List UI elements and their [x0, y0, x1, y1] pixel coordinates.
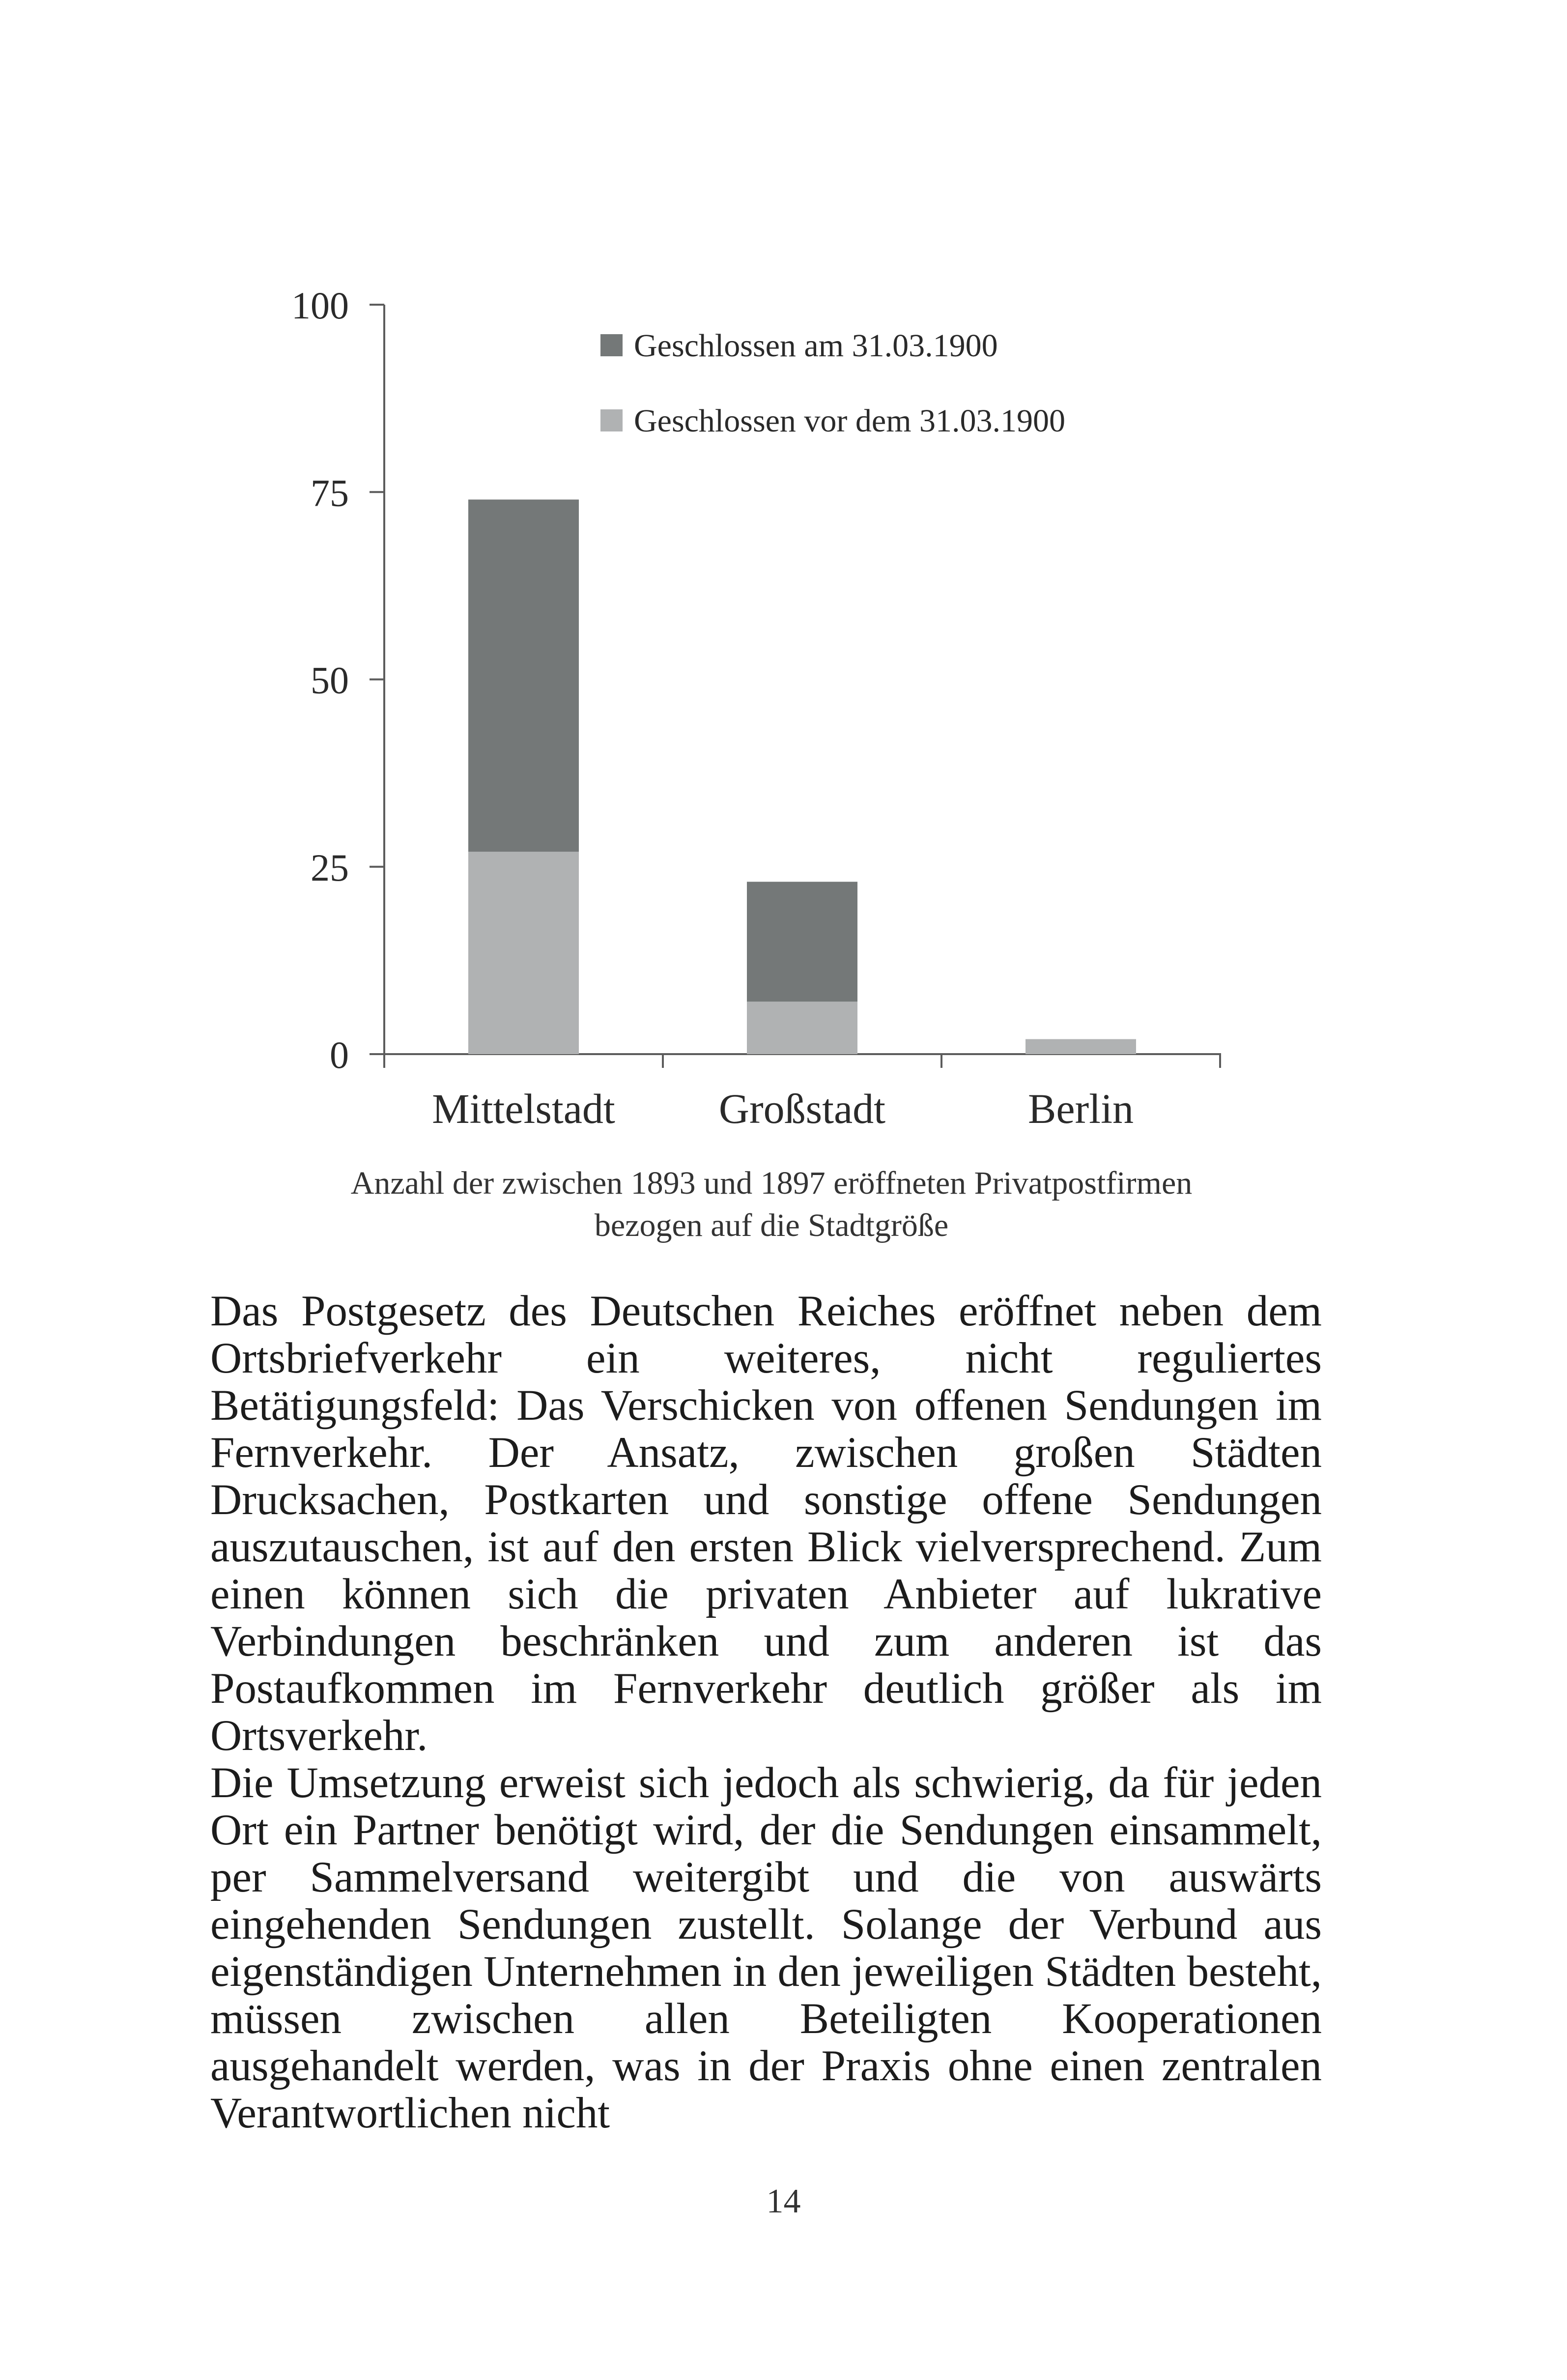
x-category-label-1: Großstadt	[718, 1085, 886, 1132]
bar-großstadt-series-1	[747, 882, 857, 1002]
paragraph-1: Das Postgesetz des Deutschen Reiches eröffnet neben dem Ortsbriefverkehr ein weiteres, nicht reguliertes Betätigungsfeld: Das Verschicken von offenen Sendungen im Fernverkehr. Der Ansatz, zwischen großen Städten Drucksachen, Postkarten und sonstige offene Sendungen auszutauschen, ist auf den ersten Blick vielversprechend. Zum einen können sich die privaten Anbieter auf lukrative Verbindungen beschränken und zum anderen ist das Postaufkommen im Fernverkehr deutlich größer als im Ortsverkehr.	[210, 1287, 1322, 1760]
y-tick-label-3: 75	[311, 471, 349, 515]
caption-line-2: bezogen auf die Stadtgröße	[594, 1207, 949, 1243]
bar-großstadt-series-0	[747, 1002, 857, 1054]
legend-swatch-0	[600, 334, 623, 356]
legend-label-1: Geschlossen vor dem 31.03.1900	[634, 403, 1066, 439]
y-tick-label-2: 50	[311, 659, 349, 702]
bar-mittelstadt-series-0	[468, 852, 579, 1054]
page-number: 14	[766, 2182, 801, 2220]
y-tick-label-4: 100	[291, 284, 349, 327]
paragraph-2: Die Umsetzung erweist sich jedoch als schwierig, da für jeden Ort ein Partner benötigt wird, der die Sendungen einsammelt, per Sammelversand weitergibt und die von auswärts eingehenden Sendungen zustellt. Solange der Verbund aus eigenständigen Unternehmen in den jeweiligen Städten besteht, müssen zwischen allen Beteiligten Kooperationen ausgehandelt werden, was in der Praxis ohne einen zentralen Verantwortlichen nicht	[210, 1759, 1322, 2137]
bar-mittelstadt-series-1	[468, 500, 579, 852]
caption-line-1: Anzahl der zwischen 1893 und 1897 eröffneten Privatpostfirmen	[350, 1165, 1193, 1201]
figure-caption	[206, 1162, 1337, 1247]
x-category-label-0: Mittelstadt	[432, 1085, 615, 1132]
bar-berlin-series-0	[1026, 1039, 1136, 1055]
body-text	[210, 1288, 1322, 2137]
x-category-label-2: Berlin	[1028, 1085, 1134, 1132]
y-tick-label-1: 25	[311, 846, 349, 889]
legend-swatch-1	[600, 409, 623, 431]
stacked-bar-chart	[0, 0, 1567, 1155]
legend-label-0: Geschlossen am 31.03.1900	[634, 328, 998, 364]
y-tick-label-0: 0	[330, 1033, 349, 1076]
